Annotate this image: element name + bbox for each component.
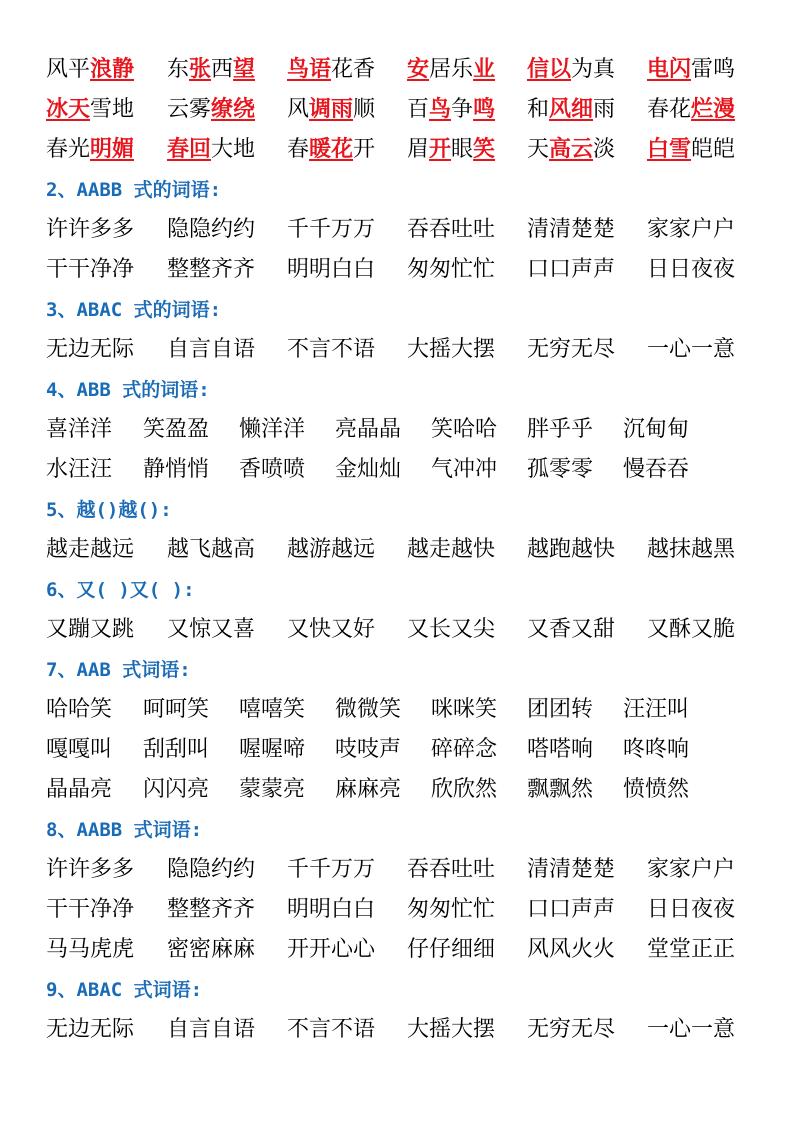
- word-chars: 一心一意: [647, 1017, 736, 1042]
- word-item: [647, 210, 735, 250]
- word-item: [647, 850, 735, 890]
- word-item: [239, 410, 305, 450]
- word-chars: 马马虎虎: [46, 937, 135, 962]
- word-item: [167, 850, 255, 890]
- section-heading: 4、ABB 式的词语:: [46, 379, 210, 401]
- word-chars: 无边无际: [46, 1017, 135, 1042]
- highlighted-chars: 张: [189, 57, 212, 82]
- word-chars: 百: [407, 97, 430, 122]
- word-chars: 越走越快: [407, 537, 496, 562]
- word-item: [287, 530, 375, 570]
- word-chars: 愤愤然: [623, 777, 690, 802]
- word-chars: 笑哈哈: [431, 417, 498, 442]
- word-item: [287, 210, 375, 250]
- word-item: [407, 90, 495, 130]
- word-chars: 春: [287, 137, 310, 162]
- word-chars: 日日夜夜: [647, 897, 736, 922]
- word-item: [527, 730, 593, 770]
- word-chars: 和: [527, 97, 550, 122]
- word-chars: 春光: [46, 137, 91, 162]
- word-chars: 顺: [353, 97, 376, 122]
- word-chars: 吞吞吐吐: [407, 857, 496, 882]
- word-item: [335, 450, 401, 490]
- highlighted-chars: 安: [407, 57, 430, 82]
- word-chars: 慢吞吞: [623, 457, 690, 482]
- section-heading: 9、ABAC 式词语:: [46, 979, 203, 1001]
- highlighted-chars: 风细: [549, 97, 594, 122]
- section-heading: 7、AAB 式词语:: [46, 659, 191, 681]
- word-chars: 笑盈盈: [143, 417, 210, 442]
- word-item: [407, 210, 495, 250]
- word-item: [431, 410, 497, 450]
- word-item: [287, 890, 375, 930]
- word-item: [287, 50, 375, 90]
- word-chars: 飘飘然: [527, 777, 594, 802]
- word-item: [46, 530, 134, 570]
- word-item: [143, 730, 209, 770]
- word-chars: 千千万万: [287, 217, 376, 242]
- word-item: [287, 330, 375, 370]
- word-chars: 越飞越高: [167, 537, 256, 562]
- word-item: [647, 930, 735, 970]
- word-item: [407, 250, 495, 290]
- word-item: [335, 730, 401, 770]
- word-item: [143, 770, 209, 810]
- word-chars: 干干净净: [46, 257, 135, 282]
- word-item: [647, 330, 735, 370]
- word-item: [623, 730, 689, 770]
- word-item: [287, 930, 375, 970]
- word-chars: 麻麻亮: [335, 777, 402, 802]
- word-item: [287, 250, 375, 290]
- word-item: [647, 250, 735, 290]
- word-item: [46, 770, 112, 810]
- word-chars: 千千万万: [287, 857, 376, 882]
- highlighted-chars: 春回: [167, 137, 212, 162]
- highlighted-chars: 烂漫: [691, 97, 736, 122]
- word-chars: 开: [353, 137, 376, 162]
- word-item: [527, 1010, 615, 1050]
- word-chars: 西: [211, 57, 234, 82]
- highlighted-chars: 开: [429, 137, 452, 162]
- highlighted-chars: 鸟: [429, 97, 452, 122]
- word-item: [407, 50, 495, 90]
- word-item: [527, 930, 615, 970]
- word-item: [167, 210, 255, 250]
- word-item: [167, 1010, 255, 1050]
- word-chars: 无穷无尽: [527, 1017, 616, 1042]
- word-chars: 又长又尖: [407, 617, 496, 642]
- word-chars: 口口声声: [527, 257, 616, 282]
- word-item: [527, 410, 593, 450]
- word-item: [647, 90, 735, 130]
- word-item: [143, 690, 209, 730]
- word-chars: 嘻嘻笑: [239, 697, 306, 722]
- highlighted-chars: 鸟语: [287, 57, 332, 82]
- word-chars: 春花: [647, 97, 692, 122]
- word-chars: 许许多多: [46, 857, 135, 882]
- word-chars: 居乐: [429, 57, 474, 82]
- word-item: [167, 50, 255, 90]
- word-chars: 眉: [407, 137, 430, 162]
- word-item: [46, 730, 112, 770]
- word-chars: 越抹越黑: [647, 537, 736, 562]
- word-item: [335, 770, 401, 810]
- word-chars: 胖乎乎: [527, 417, 594, 442]
- word-chars: 淡: [593, 137, 616, 162]
- word-chars: 咚咚响: [623, 737, 690, 762]
- word-item: [239, 690, 305, 730]
- word-chars: 又蹦又跳: [46, 617, 135, 642]
- word-chars: 嗒嗒响: [527, 737, 594, 762]
- word-chars: 堂堂正正: [647, 937, 736, 962]
- word-chars: 微微笑: [335, 697, 402, 722]
- highlighted-chars: 调雨: [309, 97, 354, 122]
- word-item: [527, 250, 615, 290]
- section-heading: 5、越()越():: [46, 499, 172, 521]
- word-item: [287, 90, 375, 130]
- word-item: [143, 450, 209, 490]
- word-chars: 云雾: [167, 97, 212, 122]
- highlighted-chars: 高云: [549, 137, 594, 162]
- word-chars: 家家户户: [647, 217, 736, 242]
- section-heading: 2、AABB 式的词语:: [46, 179, 222, 201]
- word-chars: 无穷无尽: [527, 337, 616, 362]
- word-chars: 一心一意: [647, 337, 736, 362]
- word-item: [623, 450, 689, 490]
- word-item: [647, 1010, 735, 1050]
- word-item: [623, 770, 689, 810]
- word-chars: 风风火火: [527, 937, 616, 962]
- word-chars: 沉甸甸: [623, 417, 690, 442]
- word-chars: 匆匆忙忙: [407, 897, 496, 922]
- word-chars: 天: [527, 137, 550, 162]
- highlighted-chars: 电闪: [647, 57, 692, 82]
- word-item: [167, 610, 255, 650]
- word-chars: 大地: [211, 137, 256, 162]
- word-item: [287, 130, 375, 170]
- word-chars: 呵呵笑: [143, 697, 210, 722]
- word-item: [143, 410, 209, 450]
- word-item: [46, 850, 134, 890]
- word-chars: 整整齐齐: [167, 897, 256, 922]
- word-chars: 碎碎念: [431, 737, 498, 762]
- word-chars: 无边无际: [46, 337, 135, 362]
- word-item: [167, 330, 255, 370]
- word-item: [335, 410, 401, 450]
- word-item: [407, 930, 495, 970]
- highlighted-chars: 浪静: [90, 57, 135, 82]
- word-item: [167, 890, 255, 930]
- word-chars: 又香又甜: [527, 617, 616, 642]
- word-item: [407, 130, 495, 170]
- word-item: [46, 130, 134, 170]
- highlighted-chars: 缭绕: [211, 97, 256, 122]
- word-chars: 皑皑: [691, 137, 736, 162]
- word-chars: 家家户户: [647, 857, 736, 882]
- word-chars: 隐隐约约: [167, 857, 256, 882]
- word-chars: 懒洋洋: [239, 417, 306, 442]
- word-item: [407, 1010, 495, 1050]
- word-item: [407, 890, 495, 930]
- word-item: [647, 50, 735, 90]
- word-chars: 眼: [451, 137, 474, 162]
- section-heading: 8、AABB 式词语:: [46, 819, 203, 841]
- word-item: [527, 530, 615, 570]
- word-item: [46, 450, 112, 490]
- word-chars: 明明白白: [287, 257, 376, 282]
- word-chars: 越走越远: [46, 537, 135, 562]
- word-item: [527, 850, 615, 890]
- word-item: [527, 450, 593, 490]
- word-item: [287, 1010, 375, 1050]
- word-chars: 不言不语: [287, 337, 376, 362]
- word-item: [335, 690, 401, 730]
- highlighted-chars: 明媚: [90, 137, 135, 162]
- word-item: [527, 690, 593, 730]
- word-item: [527, 50, 615, 90]
- word-chars: 东: [167, 57, 190, 82]
- word-chars: 越跑越快: [527, 537, 616, 562]
- word-item: [527, 90, 615, 130]
- word-item: [46, 210, 134, 250]
- highlighted-chars: 暖花: [309, 137, 354, 162]
- word-item: [46, 90, 134, 130]
- word-chars: 明明白白: [287, 897, 376, 922]
- word-item: [167, 90, 255, 130]
- word-chars: 团团转: [527, 697, 594, 722]
- word-item: [46, 1010, 134, 1050]
- word-chars: 仔仔细细: [407, 937, 496, 962]
- word-item: [239, 770, 305, 810]
- word-chars: 香喷喷: [239, 457, 306, 482]
- word-item: [431, 690, 497, 730]
- word-item: [527, 890, 615, 930]
- word-chars: 又酥又脆: [647, 617, 736, 642]
- word-item: [527, 210, 615, 250]
- word-item: [46, 690, 112, 730]
- word-chars: 开开心心: [287, 937, 376, 962]
- highlighted-chars: 白雪: [647, 137, 692, 162]
- word-chars: 孤零零: [527, 457, 594, 482]
- word-chars: 又惊又喜: [167, 617, 256, 642]
- word-item: [287, 610, 375, 650]
- word-item: [407, 850, 495, 890]
- word-item: [167, 130, 255, 170]
- word-item: [407, 330, 495, 370]
- word-chars: 争: [451, 97, 474, 122]
- word-chars: 又快又好: [287, 617, 376, 642]
- word-chars: 大摇大摆: [407, 337, 496, 362]
- word-chars: 吱吱声: [335, 737, 402, 762]
- word-chars: 水汪汪: [46, 457, 113, 482]
- word-chars: 风平: [46, 57, 91, 82]
- word-chars: 自言自语: [167, 337, 256, 362]
- word-item: [46, 930, 134, 970]
- word-chars: 喔喔啼: [239, 737, 306, 762]
- word-chars: 蒙蒙亮: [239, 777, 306, 802]
- word-chars: 越游越远: [287, 537, 376, 562]
- word-item: [407, 610, 495, 650]
- word-chars: 不言不语: [287, 1017, 376, 1042]
- word-chars: 刮刮叫: [143, 737, 210, 762]
- word-item: [647, 530, 735, 570]
- word-item: [527, 610, 615, 650]
- word-chars: 嘎嘎叫: [46, 737, 113, 762]
- word-chars: 雷鸣: [691, 57, 736, 82]
- word-item: [431, 730, 497, 770]
- word-chars: 金灿灿: [335, 457, 402, 482]
- word-chars: 匆匆忙忙: [407, 257, 496, 282]
- highlighted-chars: 笑: [473, 137, 496, 162]
- word-item: [46, 610, 134, 650]
- word-chars: 哈哈笑: [46, 697, 113, 722]
- word-chars: 吞吞吐吐: [407, 217, 496, 242]
- word-chars: 许许多多: [46, 217, 135, 242]
- word-item: [431, 770, 497, 810]
- word-chars: 雨: [593, 97, 616, 122]
- word-item: [527, 770, 593, 810]
- word-chars: 喜洋洋: [46, 417, 113, 442]
- word-chars: 雪地: [90, 97, 135, 122]
- highlighted-chars: 冰天: [46, 97, 91, 122]
- word-item: [623, 410, 689, 450]
- word-chars: 静悄悄: [143, 457, 210, 482]
- word-item: [46, 410, 112, 450]
- word-item: [46, 250, 134, 290]
- word-chars: 风: [287, 97, 310, 122]
- highlighted-chars: 信以: [527, 57, 572, 82]
- word-item: [647, 130, 735, 170]
- word-item: [407, 530, 495, 570]
- word-chars: 气冲冲: [431, 457, 498, 482]
- word-chars: 欣欣然: [431, 777, 498, 802]
- word-chars: 晶晶亮: [46, 777, 113, 802]
- highlighted-chars: 业: [473, 57, 496, 82]
- word-chars: 咪咪笑: [431, 697, 498, 722]
- highlighted-chars: 鸣: [473, 97, 496, 122]
- word-chars: 清清楚楚: [527, 217, 616, 242]
- word-item: [647, 890, 735, 930]
- section-heading: 3、ABAC 式的词语:: [46, 299, 222, 321]
- word-item: [46, 330, 134, 370]
- word-chars: 清清楚楚: [527, 857, 616, 882]
- section-heading: 6、又( )又( ):: [46, 579, 195, 601]
- word-chars: 闪闪亮: [143, 777, 210, 802]
- word-chars: 为真: [571, 57, 616, 82]
- word-item: [167, 530, 255, 570]
- word-chars: 密密麻麻: [167, 937, 256, 962]
- word-chars: 隐隐约约: [167, 217, 256, 242]
- word-chars: 整整齐齐: [167, 257, 256, 282]
- word-chars: 亮晶晶: [335, 417, 402, 442]
- word-item: [46, 890, 134, 930]
- word-chars: 干干净净: [46, 897, 135, 922]
- word-item: [527, 130, 615, 170]
- word-chars: 口口声声: [527, 897, 616, 922]
- word-item: [287, 850, 375, 890]
- word-item: [167, 250, 255, 290]
- highlighted-chars: 望: [233, 57, 256, 82]
- word-item: [647, 610, 735, 650]
- word-item: [239, 450, 305, 490]
- word-chars: 日日夜夜: [647, 257, 736, 282]
- word-item: [623, 690, 689, 730]
- word-item: [431, 450, 497, 490]
- word-item: [527, 330, 615, 370]
- word-chars: 汪汪叫: [623, 697, 690, 722]
- word-item: [167, 930, 255, 970]
- word-chars: 花香: [331, 57, 376, 82]
- word-chars: 大摇大摆: [407, 1017, 496, 1042]
- word-item: [239, 730, 305, 770]
- word-chars: 自言自语: [167, 1017, 256, 1042]
- word-item: [46, 50, 134, 90]
